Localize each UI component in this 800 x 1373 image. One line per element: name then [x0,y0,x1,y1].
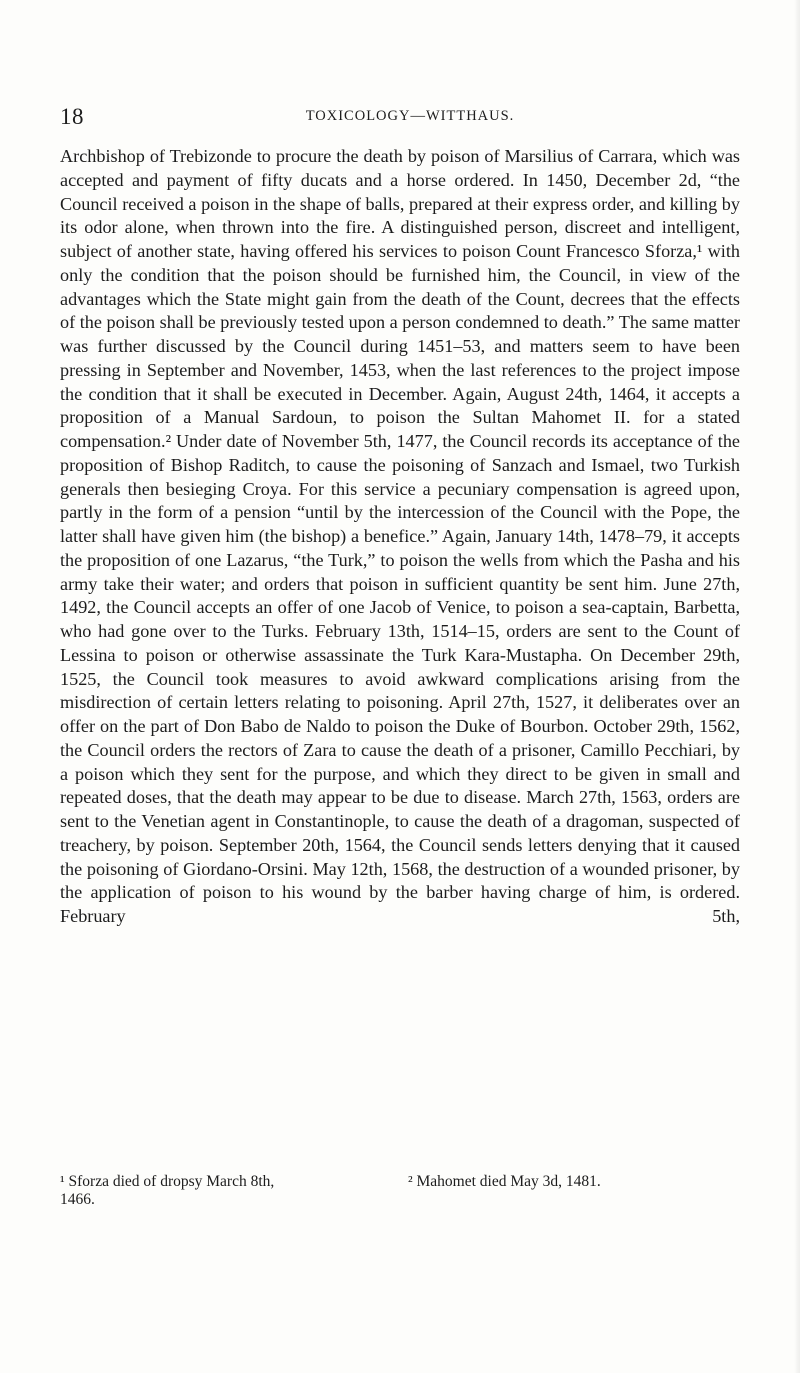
running-head: TOXICOLOGY—WITTHAUS. [305,108,515,124]
footnote-1-continuation: 1466. [60,1191,95,1208]
page-header [60,104,740,134]
page-edge-shadow [794,0,800,1373]
body-paragraph: Archbishop of Trebizonde to procure the death by poison of Marsilius of Carrara, which was accepted and payment of fifty ducats and a horse ordered. In 1450, December 2d, “the Council received a poison in the shape of balls, prepared at their express order, and killing by its odor alone, when thrown into the fire. A distinguished person, discreet and intelligent, subject of another state, having offered his services to poison Count Francesco Sforza,¹ with only the condition that the poison should be furnished him, the Council, in view of the advantages which the State might gain from the death of the Count, decrees that the effects of the poison shall be previously tested upon a person condemned to death.” The same matter was further discussed by the Council during 1451–53, and matters seem to have been pressing in September and November, 1453, when the last references to the project impose the condition that it shall be executed in December. Again, August 24th, 1464, it accepts a proposition of a Manual Sardoun, to poison the Sultan Mahomet II. for a stated compensation.² Under date of November 5th, 1477, the Council records its acceptance of the proposition of Bishop Raditch, to cause the poisoning of Sanzach and Ismael, two Turkish generals then besieging Croya. For this service a pecuniary compensation is agreed upon, partly in the form of a pension “until by the intercession of the Council with the Pope, the latter shall have given him (the bishop) a benefice.” Again, January 14th, 1478–79, it accepts the proposition of one Lazarus, “the Turk,” to poison the wells from which the Pasha and his army take their water; and orders that poison in sufficient quantity be sent him. June 27th, 1492, the Council accepts an offer of one Jacob of Venice, to poison a sea-captain, Barbetta, who had gone over to the Turks. February 13th, 1514–15, orders are sent to the Count of Lessina to poison or otherwise assassinate the Turk Kara-Mustapha. On December 29th, 1525, the Council took measures to avoid awkward complications arising from the misdirection of certain letters relating to poisoning. April 27th, 1527, it deliberates over an offer on the part of Don Babo de Naldo to poison the Duke of Bourbon. October 29th, 1562, the Council orders the rectors of Zara to cause the death of a prisoner, Camillo Pecchiari, by a poison which they sent for the purpose, and which they direct to be given in small and repeated doses, that the death may appear to be due to disease. March 27th, 1563, orders are sent to the Venetian agent in Constantinople, to cause the death of a dragoman, suspected of treachery, by poison. September 20th, 1564, the Council sends letters denying that it caused the poisoning of Giordano-Orsini. May 12th, 1568, the destruction of a wounded prisoner, by the application of poison to his wound by the barber having charge of him, is ordered. February 5th, [60,146,740,926]
page-number: 18 [60,104,84,129]
footnote-2: ² Mahomet died May 3d, 1481. [408,1173,601,1190]
footnotes [60,1173,740,1209]
footnote-1: ¹ Sforza died of dropsy March 8th, [60,1173,275,1190]
